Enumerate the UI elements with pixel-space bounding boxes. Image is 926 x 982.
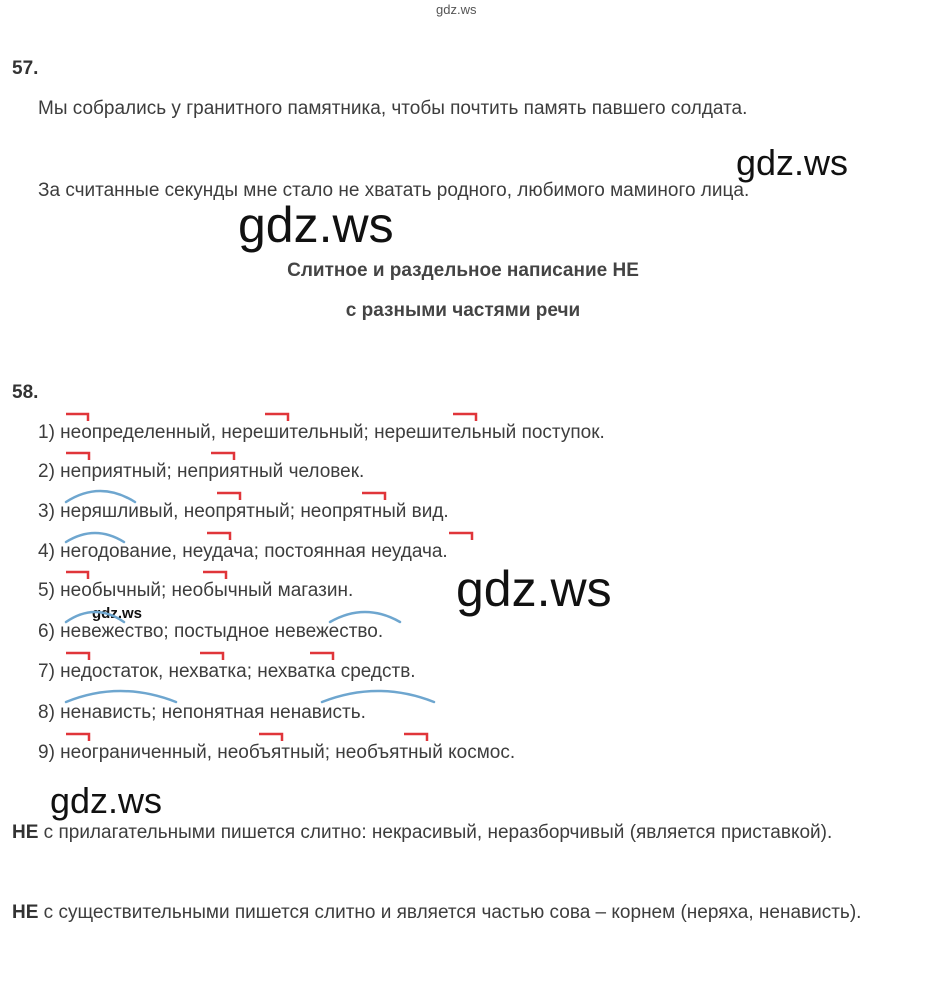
rule-adjectives-keyword: НЕ — [12, 822, 39, 843]
exercise-57-sentence-1: Мы собрались у гранитного памятника, чтобы почтить память павшего солдата. — [38, 98, 748, 119]
rule-nouns — [12, 893, 918, 933]
prefix-mark — [362, 493, 385, 500]
prefix-mark — [449, 533, 472, 540]
rule-nouns-text: с существительными пишется слитно и является частью сова – корнем (неряха, ненависть). — [38, 902, 862, 923]
list-item-3: 3) неряшливый, неопрятный; неопрятный вид. — [38, 501, 449, 522]
watermark-top: gdz.ws — [436, 2, 477, 17]
prefix-mark — [310, 653, 333, 660]
rule-adjectives — [12, 813, 918, 853]
prefix-mark — [207, 533, 230, 540]
prefix-mark — [211, 453, 234, 460]
watermark-medium-1: gdz.ws — [736, 142, 849, 183]
prefix-mark — [265, 414, 288, 421]
list-item-4: 4) негодование, неудача; постоянная неудача. — [38, 541, 448, 562]
prefix-mark — [66, 653, 89, 660]
list-item-7: 7) недостаток, нехватка; нехватка средств. — [38, 661, 416, 682]
section-heading-line-1: Слитное и раздельное написание НЕ — [287, 260, 639, 281]
exercise-57-sentence-2: За считанные секунды мне стало не хватать родного, любимого маминого лица. — [38, 180, 750, 201]
list-item-2: 2) неприятный; неприятный человек. — [38, 461, 365, 482]
exercise-58-number: 58. — [12, 382, 39, 403]
root-mark — [322, 691, 434, 702]
list-item-5: 5) необычный; необычный магазин. — [38, 580, 354, 601]
prefix-mark — [200, 653, 223, 660]
watermark-small: gdz.ws — [92, 605, 143, 622]
prefix-mark — [66, 453, 89, 460]
prefix-mark — [203, 572, 226, 579]
list-item-8: 8) ненависть; непонятная ненависть. — [38, 702, 366, 723]
list-item-6: 6) невежество; постыдное невежество. — [38, 621, 384, 642]
list-item-9: 9) неограниченный, необъятный; необъятный космос. — [38, 742, 516, 763]
prefix-mark — [66, 414, 88, 421]
prefix-mark — [66, 734, 89, 741]
rule-nouns-keyword: НЕ — [12, 902, 39, 923]
root-mark — [66, 691, 176, 702]
section-heading-line-2: с разными частями речи — [345, 300, 581, 321]
prefix-mark — [259, 734, 282, 741]
exercise-57-number: 57. — [12, 58, 39, 79]
prefix-mark — [66, 572, 88, 579]
prefix-mark — [453, 414, 476, 421]
prefix-mark — [217, 493, 240, 500]
watermark-medium-2: gdz.ws — [50, 780, 163, 821]
list-item-1: 1) неопределенный, нерешительный; нерешительный поступок. — [38, 422, 605, 443]
rule-adjectives-text: с прилагательными пишется слитно: некрасивый, неразборчивый (является приставкой). — [38, 822, 833, 843]
watermark-large-1: gdz.ws — [238, 197, 394, 253]
prefix-mark — [404, 734, 427, 741]
watermark-large-2: gdz.ws — [456, 561, 612, 617]
